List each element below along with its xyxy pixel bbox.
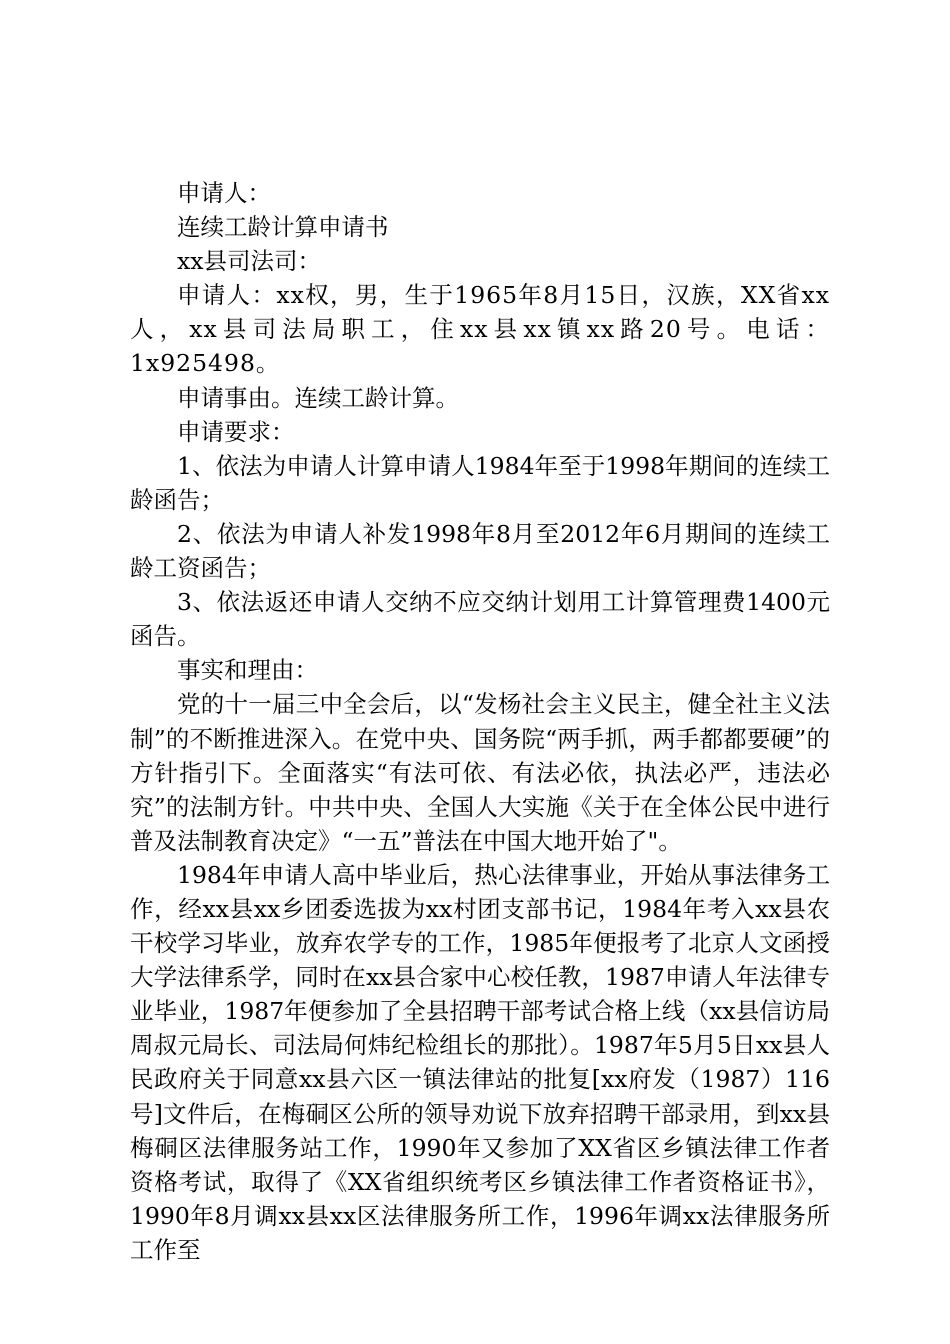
facts-paragraph-2: 1984年申请人高中毕业后，热心法律事业，开始从事法律务工作，经xx县xx乡团委选拔为xx村团支部书记，1984年考入xx县农干校学习毕业，放弃农学专的工作，1985年便报考了北京人文函授大学法律系学，同时在xx县合家中心校任教，1987申请人年法律专业毕业，1987年便参加了全县招聘干部考试合格上线（xx县信访局周叔元局长、司法局何炜纪检组长的那批）。1987年5月5日xx县人民政府关于同意xx县六区一镇法律站的批复[xx府发（1987）116号]文件后，在梅硐区公所的领导劝说下放弃招聘干部录用，到xx县梅硐区法律服务站工作，1990年又参加了XX省区乡镇法律工作者资格考试，取得了《XX省组织统考区乡镇法律工作者资格证书》，1990年8月调xx县xx区法律服务所工作，1996年调xx法律服务所工作至 [130, 860, 830, 1264]
request-item-3: 3、依法返还申请人交纳不应交纳计划用工计算管理费1400元函告。 [130, 588, 830, 651]
request-heading: 申请要求： [177, 417, 295, 446]
request-item-1: 1、依法为申请人计算申请人1984年至于1998年期间的连续工龄函告； [130, 451, 830, 514]
document-body [130, 176, 830, 1267]
document-title: 连续工龄计算申请书 [177, 213, 389, 242]
recipient-line: xx县司法司： [177, 247, 322, 276]
applicant-heading: 申请人： [177, 179, 271, 207]
request-reason: 申请事由。连续工龄计算。 [177, 383, 459, 412]
facts-paragraph-1: 党的十一届三中全会后，以“发杨社会主义民主，健全社主义法制”的不断推进深入。在党中央、国务院“两手抓，两手都都要硬”的方针指引下。全面落实“有法可依、有法必依，执法必严，违法必究”的法制方针。中共中央、全国人大实施《关于在全体公民中进行普及法制教育决定》“一五”普法在中国大地开始了"。 [130, 690, 830, 855]
request-item-2: 2、依法为申请人补发1998年8月至2012年6月期间的连续工龄工资函告； [130, 519, 830, 583]
applicant-details: 申请人：xx权，男，生于1965年8月15日，汉族，XX省xx人，xx县司法局职工，住xx县xx镇xx路20号。电话：1x925498。 [130, 281, 830, 378]
facts-heading: 事实和理由： [177, 656, 318, 685]
